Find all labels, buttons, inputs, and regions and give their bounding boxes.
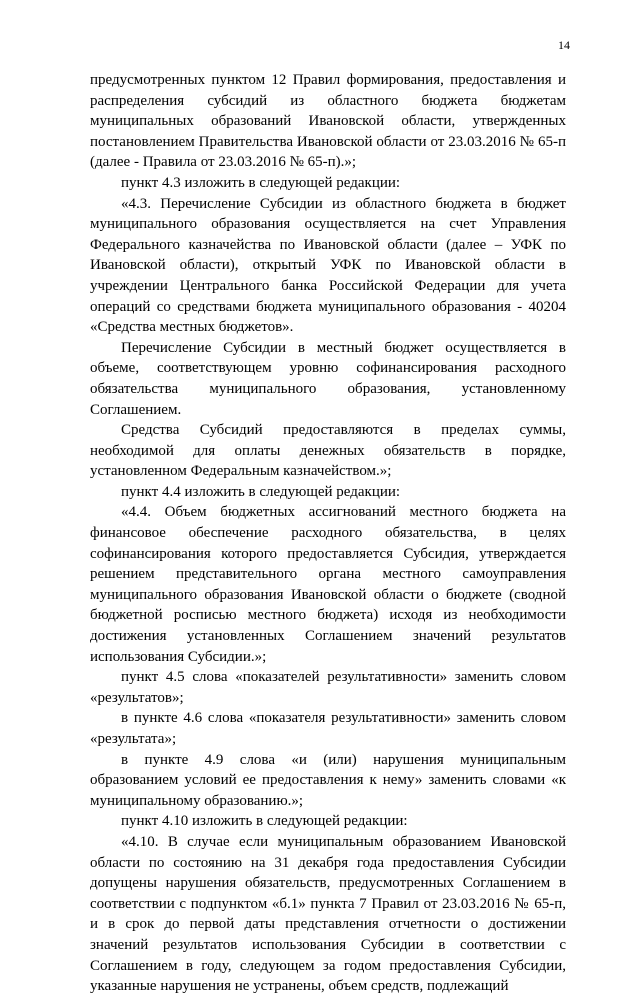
paragraph: в пункте 4.9 слова «и (или) нарушения муниципальным образованием условий ее предоставления к нему» заменить словами «к муниципальному образованию.»; [90, 751, 566, 809]
paragraph: пункт 4.4 изложить в следующей редакции: [121, 483, 401, 500]
paragraph: «4.3. Перечисление Субсидии из областного бюджета в бюджет муниципального образования осуществляется на счет Управления Федерального казначейства по Ивановской области (далее – УФК по Ивановской области), открытый УФК по Ивановской области в учреждении Центрального банка Российской Федерации для учета операций со средствами бюджета муниципального образования - 40204 «Средства местных бюджетов». [90, 195, 566, 336]
paragraph: Перечисление Субсидии в местный бюджет осуществляется в объеме, соответствующем уровню софинансирования расходного обязательства муниципального образования, установленному Соглашением. [90, 339, 566, 418]
paragraph: «4.4. Объем бюджетных ассигнований местного бюджета на финансовое обеспечение расходного обязательства, в целях софинансирования которого предоставляется Субсидия, утверждается решением представительного органа местного самоуправления муниципального образования Ивановской области о бюджете (сводной бюджетной росписью местного бюджета) исходя из необходимости достижения установленных Соглашением значений результатов использования Субсидии.»; [90, 504, 566, 665]
paragraph: «4.10. В случае если муниципальным образованием Ивановской области по состоянию на 31 декабря года предоставления Субсидии допущены нарушения обязательств, предусмотренных Соглашением в соответствии с подпунктом «б.1» пункта 7 Правил от 23.03.2016 № 65-п, и в срок до первой даты представления отчетности о достижении значений результатов использования Субсидии в соответствии с Соглашением в году, следующем за годом предоставления Субсидии, указанные нарушения не устранены, объем средств, подлежащий [90, 833, 566, 995]
paragraph: пункт 4.3 изложить в следующей редакции: [121, 174, 401, 191]
paragraph: Средства Субсидий предоставляются в пределах суммы, необходимой для оплаты денежных обязательств в порядке, установленном Федеральным казначейством.»; [90, 422, 566, 480]
paragraph: пункт 4.5 слова «показателей результативности» заменить словом «результатов»; [90, 669, 566, 706]
document-body [90, 70, 566, 997]
paragraph: пункт 4.10 изложить в следующей редакции: [121, 813, 408, 830]
page-number: 14 [558, 38, 570, 52]
paragraph: в пункте 4.6 слова «показателя результативности» заменить словом «результата»; [90, 710, 566, 747]
paragraph: предусмотренных пунктом 12 Правил формирования, предоставления и распределения субсидий из областного бюджета бюджетам муниципальных образований Ивановской области, утвержденных постановлением Правительства Ивановской области от 23.03.2016 № 65-п (далее - Правила от 23.03.2016 № 65-п).»; [90, 72, 566, 171]
